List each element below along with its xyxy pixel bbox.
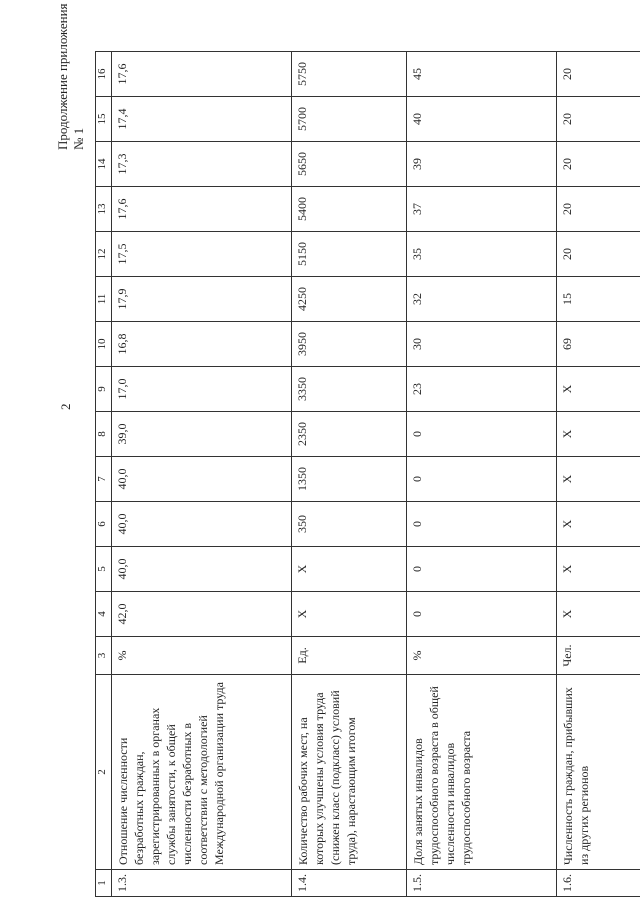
value-cell: 20: [557, 142, 640, 187]
value-cell: 32: [407, 277, 557, 322]
value-cell: 40: [407, 97, 557, 142]
value-cell: 5400: [292, 187, 407, 232]
column-number: 11: [96, 277, 112, 322]
page-number: 2: [58, 403, 73, 410]
value-cell: 30: [407, 322, 557, 367]
value-cell: 350: [292, 502, 407, 547]
value-cell: 69: [557, 322, 640, 367]
column-number: 15: [96, 97, 112, 142]
value-cell: 20: [557, 187, 640, 232]
column-number: 10: [96, 322, 112, 367]
value-cell: Х: [292, 547, 407, 592]
column-number: 6: [96, 502, 112, 547]
value-cell: 0: [407, 412, 557, 457]
value-cell: 20: [557, 97, 640, 142]
value-cell: 3950: [292, 322, 407, 367]
value-cell: 5700: [292, 97, 407, 142]
value-cell: 20: [557, 232, 640, 277]
value-cell: 2350: [292, 412, 407, 457]
value-cell: 0: [407, 547, 557, 592]
column-number: 16: [96, 52, 112, 97]
column-number-row: [96, 52, 112, 897]
appendix-header: Продолжение приложения № 1: [55, 3, 86, 150]
value-cell: 17,0: [112, 367, 292, 412]
indicator-name: Доля занятых инвалидов трудоспособного возраста в общей численности инвалидов трудоспособного возраста: [407, 675, 557, 870]
value-cell: 37: [407, 187, 557, 232]
table-row: [292, 52, 407, 897]
table-row: [407, 52, 557, 897]
value-cell: 42,0: [112, 592, 292, 637]
value-cell: 0: [407, 502, 557, 547]
unit-cell: Ед.: [292, 637, 407, 675]
unit-cell: Чел.: [557, 637, 640, 675]
column-number: 13: [96, 187, 112, 232]
value-cell: Х: [557, 367, 640, 412]
value-cell: 17,9: [112, 277, 292, 322]
value-cell: Х: [292, 592, 407, 637]
column-number: 4: [96, 592, 112, 637]
value-cell: 5750: [292, 52, 407, 97]
value-cell: 0: [407, 592, 557, 637]
unit-cell: %: [407, 637, 557, 675]
column-number: 1: [96, 870, 112, 897]
value-cell: 40,0: [112, 457, 292, 502]
value-cell: Х: [557, 457, 640, 502]
value-cell: 40,0: [112, 502, 292, 547]
table-row: [112, 52, 292, 897]
unit-cell: %: [112, 637, 292, 675]
value-cell: 1350: [292, 457, 407, 502]
column-number: 14: [96, 142, 112, 187]
value-cell: Х: [557, 412, 640, 457]
value-cell: Х: [557, 502, 640, 547]
value-cell: 0: [407, 457, 557, 502]
indicators-table: [95, 51, 640, 897]
value-cell: 4250: [292, 277, 407, 322]
column-number: 7: [96, 457, 112, 502]
value-cell: 40,0: [112, 547, 292, 592]
value-cell: 39,0: [112, 412, 292, 457]
row-number: 1.6.: [557, 870, 640, 897]
value-cell: 45: [407, 52, 557, 97]
value-cell: 16,8: [112, 322, 292, 367]
row-number: 1.4.: [292, 870, 407, 897]
value-cell: 20: [557, 52, 640, 97]
value-cell: Х: [557, 547, 640, 592]
value-cell: 17,6: [112, 187, 292, 232]
value-cell: 5650: [292, 142, 407, 187]
column-number: 8: [96, 412, 112, 457]
column-number: 5: [96, 547, 112, 592]
indicator-name: Отношение численности безработных граждан, зарегистрированных в органах службы занятости, к общей численности безработных в соответствии с методологией Международной организации труда: [112, 675, 292, 870]
value-cell: 3350: [292, 367, 407, 412]
value-cell: Х: [557, 592, 640, 637]
value-cell: 23: [407, 367, 557, 412]
indicator-name: Численность граждан, прибывших из других регионов: [557, 675, 640, 870]
table-row: [557, 52, 640, 897]
value-cell: 15: [557, 277, 640, 322]
row-number: 1.5.: [407, 870, 557, 897]
value-cell: 5150: [292, 232, 407, 277]
column-number: 2: [96, 675, 112, 870]
value-cell: 35: [407, 232, 557, 277]
column-number: 3: [96, 637, 112, 675]
value-cell: 17,5: [112, 232, 292, 277]
row-number: 1.3.: [112, 870, 292, 897]
column-number: 9: [96, 367, 112, 412]
column-number: 12: [96, 232, 112, 277]
value-cell: 17,6: [112, 52, 292, 97]
value-cell: 39: [407, 142, 557, 187]
value-cell: 17,3: [112, 142, 292, 187]
indicator-name: Количество рабочих мест, на которых улучшены условия труда (снижен класс (подкласс) условий труда), нарастающим итогом: [292, 675, 407, 870]
value-cell: 17,4: [112, 97, 292, 142]
